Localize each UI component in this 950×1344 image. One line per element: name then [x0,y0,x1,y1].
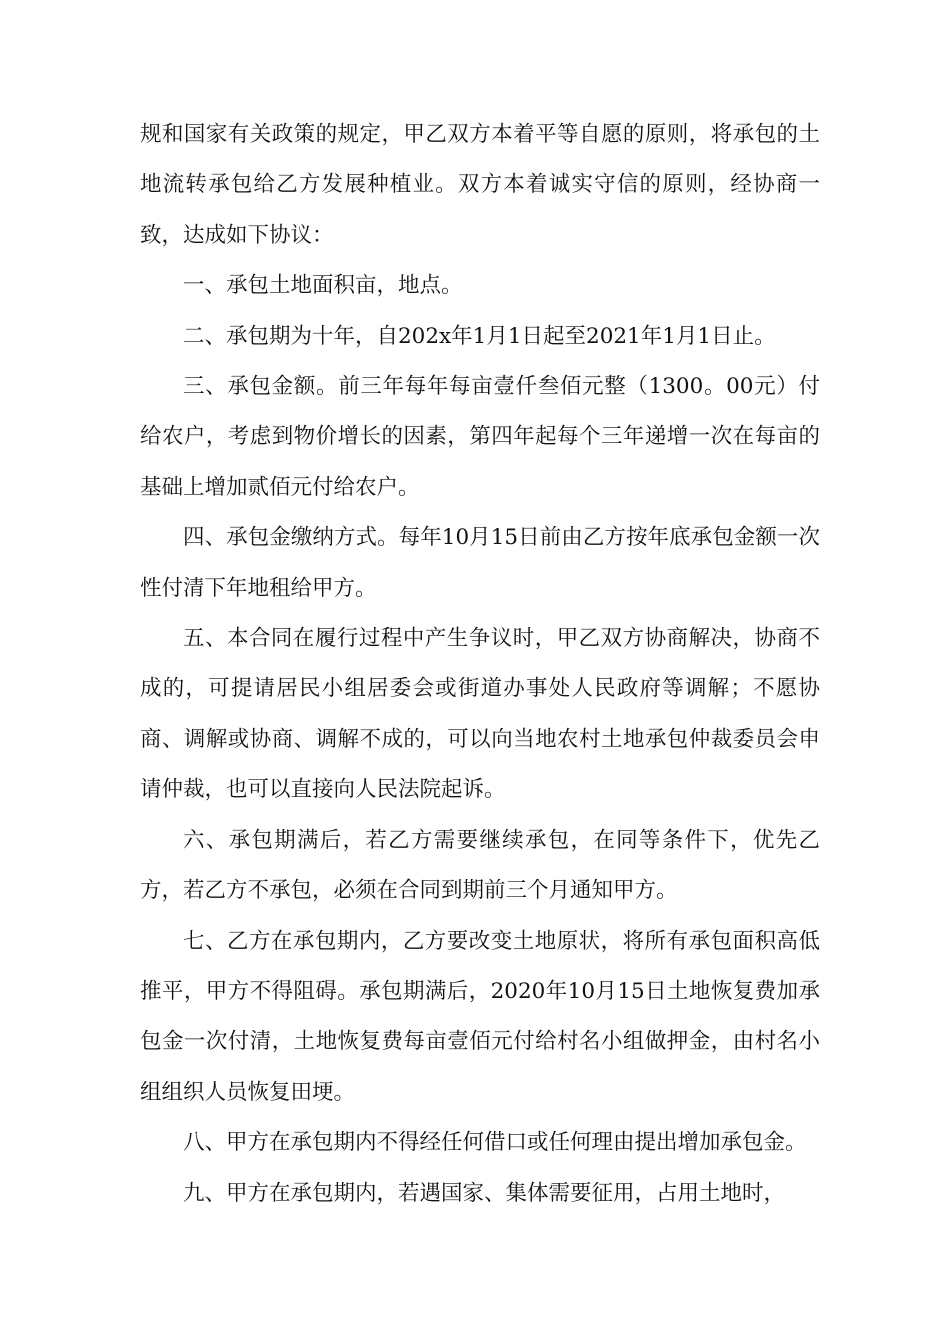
contract-body [140,110,820,1219]
clause-9-expropriation: 九、甲方在承包期内，若遇国家、集体需要征用，占用土地时， [183,1180,786,1206]
clause-8-no-increase: 八、甲方在承包期内不得经任何借口或任何理由提出增加承包金。 [183,1130,807,1156]
clause-4-payment-method: 四、承包金缴纳方式。每年10月15日前由乙方按年底承包金额一次性付清下年地租给甲方。 [140,525,820,601]
clause-6-renewal: 六、承包期满后，若乙方需要继续承包，在同等条件下，优先乙方，若乙方不承包，必须在合同到期前三个月通知甲方。 [140,827,820,904]
paragraph-continuation: 规和国家有关政策的规定，甲乙双方本着平等自愿的原则，将承包的土地流转承包给乙方发展种植业。双方本着诚实守信的原则，经协商一致，达成如下协议： [140,122,820,248]
clause-3-contract-amount: 三、承包金额。前三年每年每亩壹仟叁佰元整（1300。00元）付给农户，考虑到物价增长的因素，第四年起每个三年递增一次在每亩的基础上增加贰佰元付给农户。 [140,374,820,500]
clause-5-dispute-resolution: 五、本合同在履行过程中产生争议时，甲乙双方协商解决，协商不成的，可提请居民小组居委会或街道办事处人民政府等调解；不愿协商、调解或协商、调解不成的，可以向当地农村土地承包仲裁委员会申请仲裁，也可以直接向人民法院起诉。 [140,626,820,803]
clause-2-contract-term: 二、承包期为十年，自202x年1月1日起至2021年1月1日止。 [183,323,776,349]
clause-1-area-location: 一、承包土地面积亩，地点。 [183,273,463,299]
clause-7-land-alteration: 七、乙方在承包期内，乙方要改变土地原状，将所有承包面积高低推平，甲方不得阻碍。承包期满后，2020年10月15日土地恢复费加承包金一次付清，土地恢复费每亩壹佰元付给村名小组做押金，由村名小组组织人员恢复田埂。 [140,928,820,1105]
